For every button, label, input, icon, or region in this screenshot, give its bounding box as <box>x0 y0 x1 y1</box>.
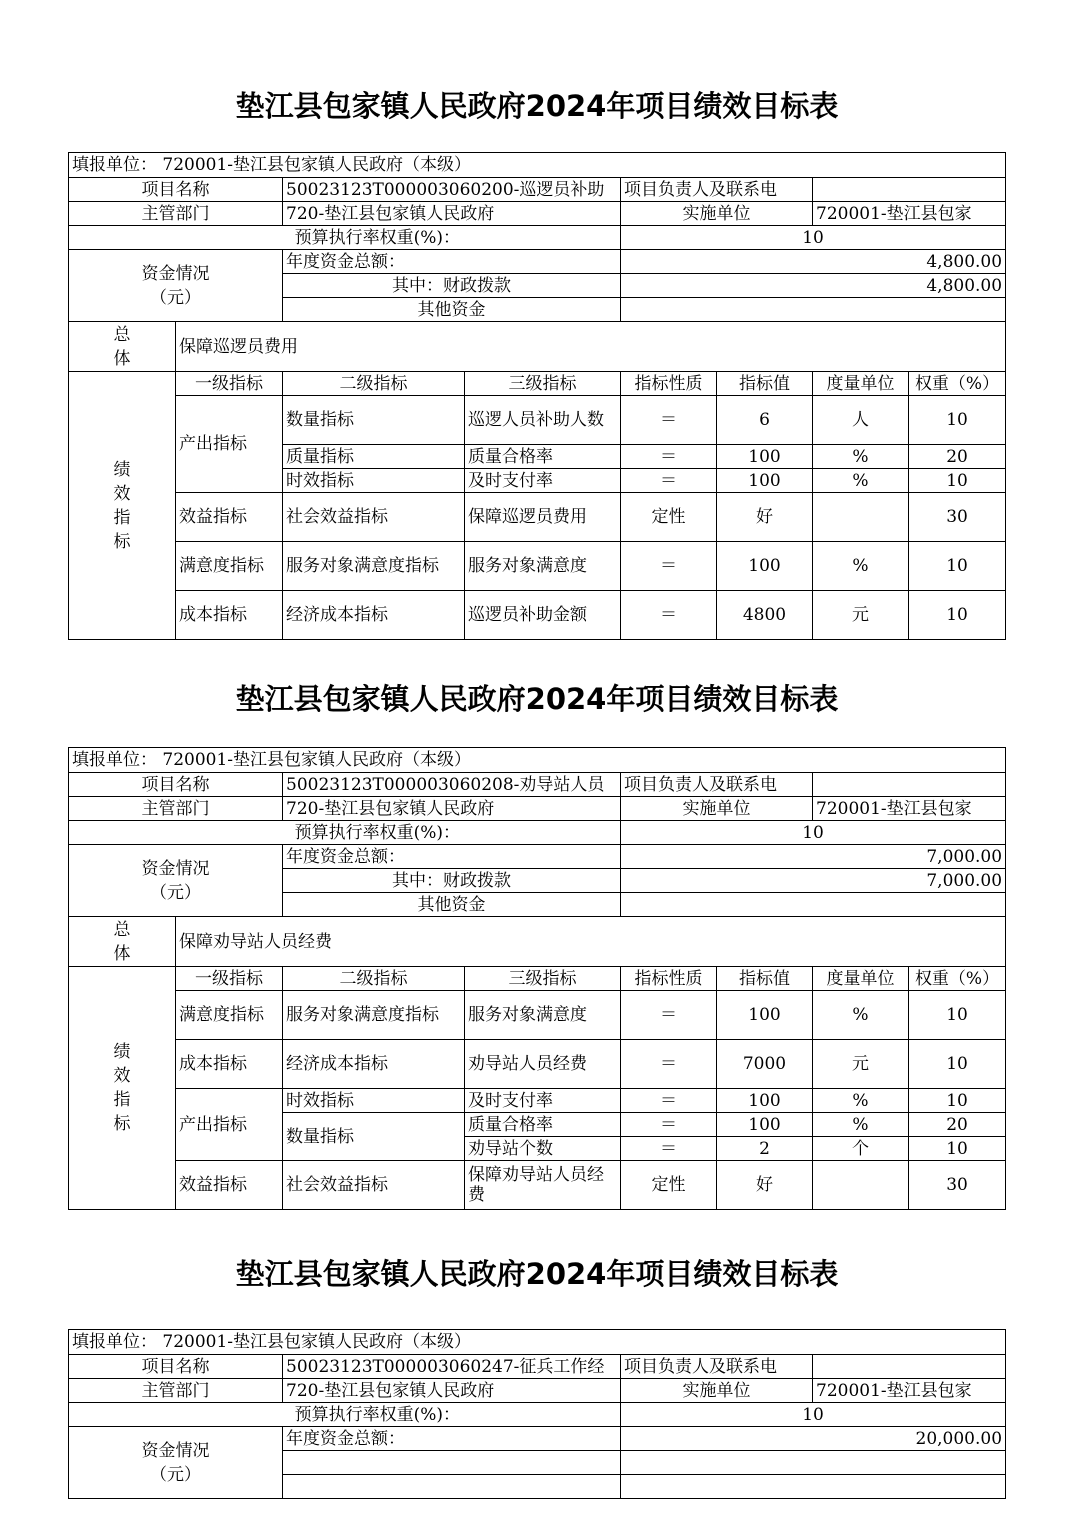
annual-total-value: 7,000.00 <box>621 845 1006 869</box>
fund-status-label: 资金情况 （元） <box>69 845 283 917</box>
unit-cell: 元 <box>813 591 909 640</box>
filing-unit-row: 填报单位： 720001-垫江县包家镇人民政府（本级） <box>69 153 1006 178</box>
responsible-contact-value <box>813 1355 1006 1379</box>
unit-cell <box>813 493 909 542</box>
table-row <box>69 493 1006 542</box>
value-cell: 6 <box>717 396 813 445</box>
header-level3: 三级指标 <box>465 372 621 396</box>
header-value: 指标值 <box>717 372 813 396</box>
level3-cell: 劝导站人员经费 <box>465 1040 621 1089</box>
header-weight: 权重（%） <box>909 967 1006 991</box>
responsible-contact-value <box>813 773 1006 797</box>
value-cell: 7000 <box>717 1040 813 1089</box>
responsible-contact-label: 项目负责人及联系电 <box>621 178 813 202</box>
other-funds-label: 其他资金 <box>283 298 621 322</box>
level3-cell: 及时支付率 <box>465 469 621 493</box>
overall-label: 总 体 <box>69 917 176 967</box>
unit-cell: % <box>813 542 909 591</box>
budget-weight-value: 10 <box>621 1403 1006 1427</box>
level3-cell: 保障巡逻员费用 <box>465 493 621 542</box>
nature-cell: ＝ <box>621 591 717 640</box>
annual-total-value: 4,800.00 <box>621 250 1006 274</box>
nature-cell: ＝ <box>621 542 717 591</box>
other-funds-label: 其他资金 <box>283 893 621 917</box>
value-cell: 4800 <box>717 591 813 640</box>
level2-cell: 数量指标 <box>283 396 465 445</box>
overall-label: 总 体 <box>69 322 176 372</box>
weight-cell: 20 <box>909 445 1006 469</box>
perf-indicator-label: 绩 效 指 标 <box>69 967 176 1210</box>
nature-cell: ＝ <box>621 396 717 445</box>
level1-cell: 产出指标 <box>176 396 283 493</box>
perf-indicator-label: 绩 效 指 标 <box>69 372 176 640</box>
weight-cell: 10 <box>909 542 1006 591</box>
weight-cell: 20 <box>909 1113 1006 1137</box>
header-nature: 指标性质 <box>621 372 717 396</box>
header-weight: 权重（%） <box>909 372 1006 396</box>
responsible-contact-label: 项目负责人及联系电 <box>621 773 813 797</box>
table-row <box>69 591 1006 640</box>
weight-cell: 10 <box>909 591 1006 640</box>
weight-cell: 30 <box>909 493 1006 542</box>
level1-cell: 成本指标 <box>176 1040 283 1089</box>
page-title: 垫江县包家镇人民政府2024年项目绩效目标表 <box>235 1257 839 1291</box>
other-funds-value <box>621 893 1006 917</box>
level1-cell: 满意度指标 <box>176 542 283 591</box>
unit-cell: % <box>813 469 909 493</box>
level2-cell: 时效指标 <box>283 1089 465 1113</box>
unit-cell: % <box>813 1113 909 1137</box>
header-level1: 一级指标 <box>176 967 283 991</box>
fiscal-value: 4,800.00 <box>621 274 1006 298</box>
header-level1: 一级指标 <box>176 372 283 396</box>
level1-cell: 成本指标 <box>176 591 283 640</box>
department-value: 720-垫江县包家镇人民政府 <box>283 797 621 821</box>
other-funds-value <box>621 298 1006 322</box>
level3-cell: 质量合格率 <box>465 445 621 469</box>
level2-cell: 社会效益指标 <box>283 1161 465 1210</box>
value-cell: 2 <box>717 1137 813 1161</box>
page-title: 垫江县包家镇人民政府2024年项目绩效目标表 <box>235 89 839 123</box>
header-level3: 三级指标 <box>465 967 621 991</box>
performance-form-3 <box>68 1329 1005 1485</box>
weight-cell: 10 <box>909 1089 1006 1113</box>
project-name-value: 50023123T000003060247-征兵工作经 <box>283 1355 621 1379</box>
nature-cell: ＝ <box>621 1113 717 1137</box>
impl-unit-value: 720001-垫江县包家 <box>813 797 1006 821</box>
overall-goal: 保障巡逻员费用 <box>176 322 1006 372</box>
project-name-value: 50023123T000003060200-巡逻员补助 <box>283 178 621 202</box>
header-unit: 度量单位 <box>813 372 909 396</box>
table-row <box>69 991 1006 1040</box>
fiscal-label: 其中：财政拨款 <box>283 274 621 298</box>
nature-cell: ＝ <box>621 991 717 1040</box>
level2-cell: 时效指标 <box>283 469 465 493</box>
level3-cell: 劝导站个数 <box>465 1137 621 1161</box>
level3-cell: 及时支付率 <box>465 1089 621 1113</box>
nature-cell: ＝ <box>621 1089 717 1113</box>
value-cell: 100 <box>717 469 813 493</box>
fund-status-label: 资金情况 （元） <box>69 250 283 322</box>
filing-unit-row: 填报单位： 720001-垫江县包家镇人民政府（本级） <box>69 1330 1006 1355</box>
value-cell: 好 <box>717 493 813 542</box>
unit-cell: 人 <box>813 396 909 445</box>
nature-cell: ＝ <box>621 1137 717 1161</box>
unit-cell: 元 <box>813 1040 909 1089</box>
project-name-value: 50023123T000003060208-劝导站人员 <box>283 773 621 797</box>
unit-cell <box>813 1161 909 1210</box>
annual-total-label: 年度资金总额： <box>283 845 621 869</box>
department-label: 主管部门 <box>69 202 283 226</box>
nature-cell: ＝ <box>621 445 717 469</box>
department-label: 主管部门 <box>69 1379 283 1403</box>
performance-form-2 <box>68 747 1005 1210</box>
nature-cell: 定性 <box>621 493 717 542</box>
table-row <box>69 1161 1006 1210</box>
value-cell: 100 <box>717 542 813 591</box>
budget-weight-value: 10 <box>621 821 1006 845</box>
annual-total-value: 20,000.00 <box>621 1427 1006 1451</box>
overall-goal: 保障劝导站人员经费 <box>176 917 1006 967</box>
fiscal-value: 7,000.00 <box>621 869 1006 893</box>
weight-cell: 10 <box>909 991 1006 1040</box>
header-unit: 度量单位 <box>813 967 909 991</box>
level2-cell: 社会效益指标 <box>283 493 465 542</box>
weight-cell: 10 <box>909 1040 1006 1089</box>
budget-weight-label: 预算执行率权重(%)： <box>69 821 621 845</box>
level3-cell: 巡逻人员补助人数 <box>465 396 621 445</box>
budget-weight-label: 预算执行率权重(%)： <box>69 1403 621 1427</box>
header-value: 指标值 <box>717 967 813 991</box>
performance-form-1 <box>68 152 1005 640</box>
table-row <box>69 1040 1006 1089</box>
value-cell: 100 <box>717 445 813 469</box>
nature-cell: ＝ <box>621 1040 717 1089</box>
level2-cell: 质量指标 <box>283 445 465 469</box>
value-cell: 100 <box>717 1113 813 1137</box>
responsible-contact-value <box>813 178 1006 202</box>
department-label: 主管部门 <box>69 797 283 821</box>
project-name-label: 项目名称 <box>69 1355 283 1379</box>
impl-unit-value: 720001-垫江县包家 <box>813 202 1006 226</box>
fund-status-label: 资金情况 （元） <box>69 1427 283 1499</box>
level1-cell: 效益指标 <box>176 1161 283 1210</box>
table-row <box>69 396 1006 445</box>
project-name-label: 项目名称 <box>69 773 283 797</box>
level3-cell: 保障劝导站人员经费 <box>465 1161 621 1210</box>
level1-cell: 产出指标 <box>176 1089 283 1161</box>
department-value: 720-垫江县包家镇人民政府 <box>283 1379 621 1403</box>
level3-cell: 服务对象满意度 <box>465 542 621 591</box>
weight-cell: 10 <box>909 396 1006 445</box>
table-row <box>69 1089 1006 1113</box>
annual-total-label: 年度资金总额： <box>283 1427 621 1451</box>
budget-weight-label: 预算执行率权重(%)： <box>69 226 621 250</box>
level2-cell: 服务对象满意度指标 <box>283 991 465 1040</box>
nature-cell: ＝ <box>621 469 717 493</box>
level2-cell: 服务对象满意度指标 <box>283 542 465 591</box>
responsible-contact-label: 项目负责人及联系电 <box>621 1355 813 1379</box>
level2-cell: 经济成本指标 <box>283 591 465 640</box>
department-value: 720-垫江县包家镇人民政府 <box>283 202 621 226</box>
header-level2: 二级指标 <box>283 967 465 991</box>
level3-cell: 服务对象满意度 <box>465 991 621 1040</box>
level3-cell: 质量合格率 <box>465 1113 621 1137</box>
weight-cell: 10 <box>909 1137 1006 1161</box>
filing-unit-row: 填报单位： 720001-垫江县包家镇人民政府（本级） <box>69 748 1006 773</box>
header-level2: 二级指标 <box>283 372 465 396</box>
nature-cell: 定性 <box>621 1161 717 1210</box>
unit-cell: 个 <box>813 1137 909 1161</box>
fiscal-label: 其中：财政拨款 <box>283 869 621 893</box>
impl-unit-label: 实施单位 <box>621 1379 813 1403</box>
level1-cell: 效益指标 <box>176 493 283 542</box>
annual-total-label: 年度资金总额： <box>283 250 621 274</box>
table-row <box>69 542 1006 591</box>
weight-cell: 10 <box>909 469 1006 493</box>
impl-unit-label: 实施单位 <box>621 202 813 226</box>
level2-cell: 经济成本指标 <box>283 1040 465 1089</box>
level1-cell: 满意度指标 <box>176 991 283 1040</box>
impl-unit-label: 实施单位 <box>621 797 813 821</box>
budget-weight-value: 10 <box>621 226 1006 250</box>
value-cell: 好 <box>717 1161 813 1210</box>
weight-cell: 30 <box>909 1161 1006 1210</box>
project-name-label: 项目名称 <box>69 178 283 202</box>
value-cell: 100 <box>717 1089 813 1113</box>
header-nature: 指标性质 <box>621 967 717 991</box>
unit-cell: % <box>813 445 909 469</box>
level2-cell: 数量指标 <box>283 1113 465 1161</box>
page-title: 垫江县包家镇人民政府2024年项目绩效目标表 <box>235 682 839 716</box>
impl-unit-value: 720001-垫江县包家 <box>813 1379 1006 1403</box>
unit-cell: % <box>813 991 909 1040</box>
value-cell: 100 <box>717 991 813 1040</box>
unit-cell: % <box>813 1089 909 1113</box>
level3-cell: 巡逻员补助金额 <box>465 591 621 640</box>
